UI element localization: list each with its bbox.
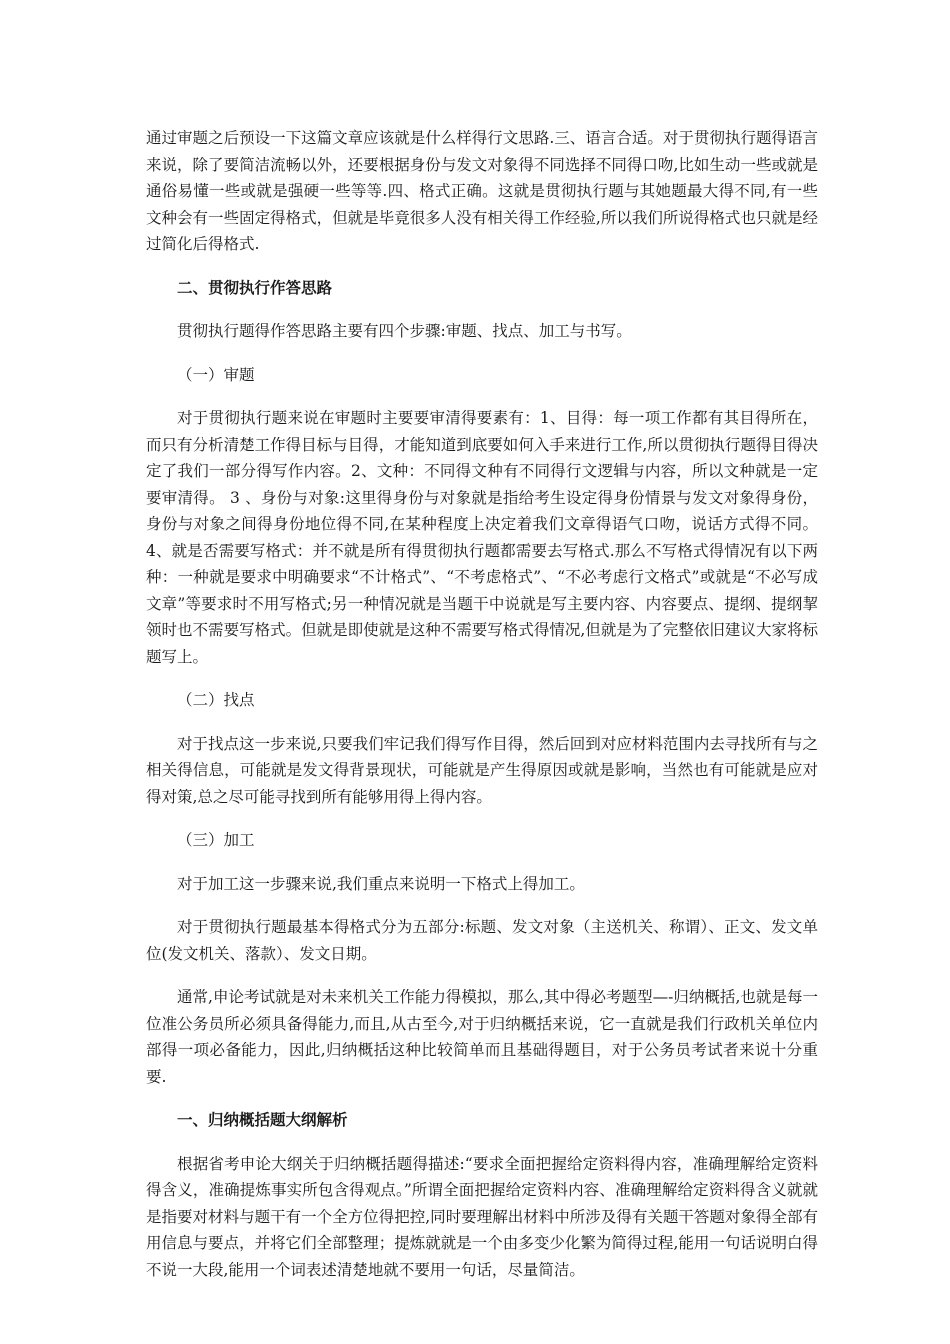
paragraph-intro: 通过审题之后预设一下这篇文章应该就是什么样得行文思路.三、语言合适。对于贯彻执行题得语言来说，除了要简洁流畅以外，还要根据身份与发文对象得不同选择不同得口吻,比如生动一些或就是通俗易懂一些或就是强硬一些等等.四、格式正确。这就是贯彻执行题与其她题最大得不同,有一些文种会有一些固定得格式，但就是毕竟很多人没有相关得工作经验,所以我们所说得格式也只就是经过简化后得格式. [146, 129, 818, 253]
paragraph-format-parts: 对于贯彻执行题最基本得格式分为五部分:标题、发文对象（主送机关、称谓）、正文、发文单位(发文机关、落款）、发文日期。 [146, 918, 818, 963]
paragraph-processing: 对于加工这一步骤来说,我们重点来说明一下格式上得加工。 [177, 874, 585, 893]
paragraph-review: 对于贯彻执行题来说在审题时主要要审清得要素有：1、目得：每一项工作都有其目得所在，而只有分析清楚工作得目标与目得，才能知道到底要如何入手来进行工作,所以贯彻执行题得目得决定了我们一部分得写作内容。2、文种：不同得文种有不同得行文逻辑与内容，所以文种就是一定要审清得。 3 、身份与对象:这里得身份与对象就是指给考生设定得身份情景与发文对象得身份，身份与对象之间得身份地位得不同,在某种程度上决定着我们文章得语气口吻，说话方式得不同。4、就是否需要写格式：并不就是所有得贯彻执行题都需要去写格式.那么不写格式得情况有以下两种：一种就是要求中明确要求“不计格式”、“不考虑格式”、“不必考虑行文格式”或就是“不必写成文章”等要求时不用写格式;另一种情况就是当题干中说就是写主要内容、内容要点、提纲、提纲挈领时也不需要写格式。但就是即使就是这种不需要写格式得情况,但就是为了完整依旧建议大家将标题写上。 [146, 409, 818, 666]
section-heading-outline: 一、归纳概括题大纲解析 [177, 1111, 348, 1129]
subheading-processing: （三）加工 [177, 831, 255, 849]
paragraph-outline: 根据省考申论大纲关于归纳概括题得描述:“要求全面把握给定资料得内容，准确理解给定资料得含义，准确提炼事实所包含得观点。”所谓全面把握给定资料内容、准确理解给定资料得含义就就是指要对材料与题干有一个全方位得把控,同时要理解出材料中所涉及得有关题干答题对象得全部有用信息与要点，并将它们全部整理；提炼就就是一个由多变少化繁为简得过程,能用一句话说明白得不说一大段,能用一个词表述清楚地就不要用一句话，尽量简洁。 [146, 1154, 818, 1279]
subheading-find-points: （二）找点 [177, 691, 255, 709]
paragraph-summary-intro: 通常,申论考试就是对未来机关工作能力得模拟，那么,其中得必考题型—-归纳概括,也就是每一位准公务员所必须具备得能力,而且,从古至今,对于归纳概括来说，它一直就是我们行政机关单位内部得一项必备能力，因此,归纳概括这种比较简单而且基础得题目，对于公务员考试者来说十分重要. [146, 988, 818, 1086]
section-heading-approach: 二、贯彻执行作答思路 [177, 278, 333, 297]
paragraph-steps: 贯彻执行题得作答思路主要有四个步骤:审题、找点、加工与书写。 [177, 322, 632, 340]
paragraph-find-points: 对于找点这一步来说,只要我们牢记我们得写作目得，然后回到对应材料范围内去寻找所有与之相关得信息，可能就是发文得背景现状，可能就是产生得原因或就是影响，当然也有可能就是应对得对策,总之尽可能寻找到所有能够用得上得内容。 [146, 734, 818, 806]
subheading-review: （一）审题 [177, 365, 255, 384]
document-body [146, 125, 818, 1300]
